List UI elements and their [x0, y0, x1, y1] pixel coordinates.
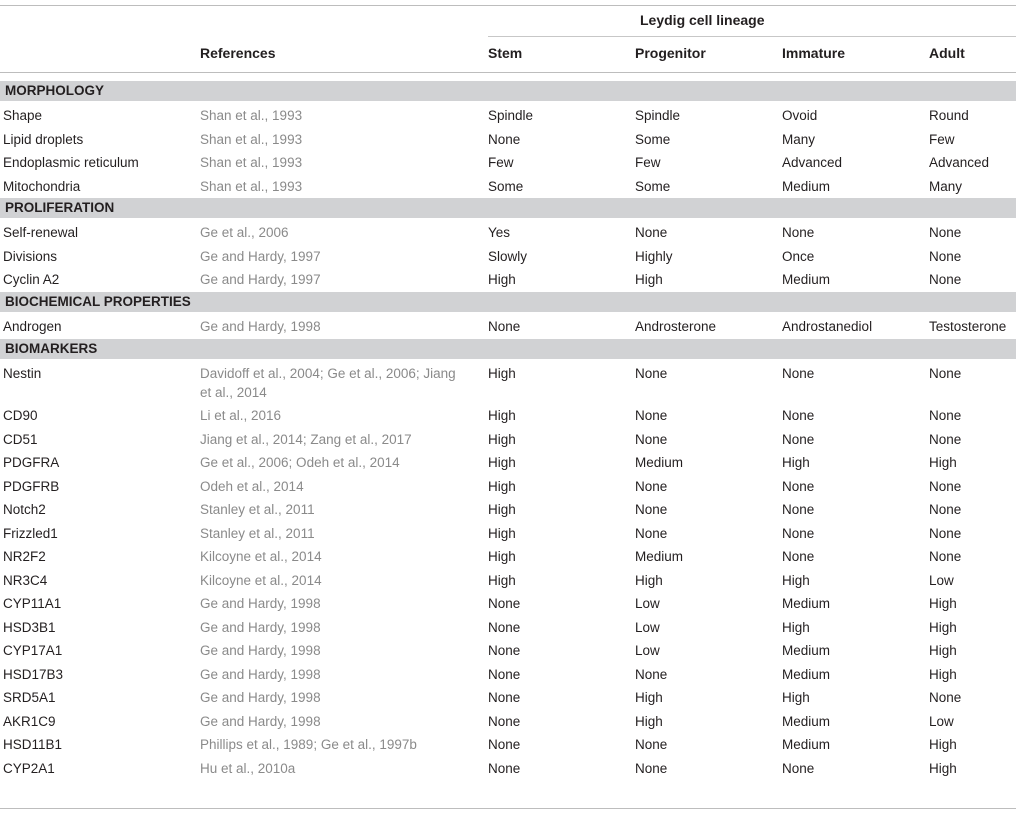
table-row	[0, 406, 1016, 429]
table-row	[0, 688, 1016, 711]
adult-cell: Testosterone	[929, 319, 1007, 334]
reference-cell: Stanley et al., 2011	[200, 502, 315, 517]
section-title: BIOCHEMICAL PROPERTIES	[5, 294, 191, 309]
row-label: Notch2	[3, 502, 46, 517]
row-label: CYP17A1	[3, 643, 63, 658]
table-row	[0, 177, 1016, 200]
stem-cell: High	[488, 366, 516, 381]
section-title: MORPHOLOGY	[5, 83, 105, 98]
stem-cell: None	[488, 319, 521, 334]
section-header-proliferation	[0, 198, 1016, 218]
immature-cell: High	[782, 572, 810, 588]
column-header-adult: Adult	[929, 45, 965, 61]
progenitor-cell: None	[635, 431, 668, 447]
reference-cell: Ge and Hardy, 1998	[200, 666, 321, 682]
immature-cell: None	[782, 431, 815, 447]
table-row	[0, 247, 1016, 270]
reference-cell: Phillips et al., 1989; Ge et al., 1997b	[200, 737, 417, 752]
adult-cell: None	[929, 478, 962, 494]
stem-cell: Yes	[488, 225, 511, 240]
table-row	[0, 641, 1016, 664]
adult-cell: High	[929, 455, 957, 470]
reference-cell: Stanley et al., 2011	[200, 525, 315, 541]
immature-cell: None	[782, 478, 815, 494]
table-header-rule	[0, 72, 1016, 73]
column-header-stem: Stem	[488, 45, 523, 61]
column-header-progenitor: Progenitor	[635, 45, 706, 61]
stem-cell: None	[488, 666, 521, 682]
stem-cell: None	[488, 713, 521, 729]
reference-cell: Shan et al., 1993	[200, 108, 303, 123]
stem-cell: None	[488, 131, 521, 147]
adult-cell: Few	[929, 131, 955, 147]
table-row	[0, 317, 1016, 340]
immature-cell: Medium	[782, 666, 831, 682]
reference-cell: Ge and Hardy, 1998	[200, 596, 321, 611]
progenitor-cell: None	[635, 502, 668, 517]
reference-cell: Ge and Hardy, 1998	[200, 713, 321, 729]
row-label: AKR1C9	[3, 713, 56, 729]
stem-cell: Few	[488, 155, 514, 170]
immature-cell: High	[782, 619, 810, 635]
immature-cell: None	[782, 549, 815, 564]
row-label: Lipid droplets	[3, 131, 84, 147]
reference-cell: Jiang et al., 2014; Zang et al., 2017	[200, 431, 412, 447]
table-row	[0, 453, 1016, 476]
stem-cell: Some	[488, 178, 524, 194]
stem-cell: High	[488, 455, 516, 470]
progenitor-cell: None	[635, 225, 668, 240]
row-label: NR3C4	[3, 572, 48, 588]
stem-cell: None	[488, 596, 521, 611]
immature-cell: Medium	[782, 178, 831, 194]
stem-cell: None	[488, 760, 521, 776]
progenitor-cell: None	[635, 666, 668, 682]
section-header-morphology	[0, 81, 1016, 101]
adult-cell: None	[929, 225, 962, 240]
adult-cell: None	[929, 690, 962, 705]
table-bottom-rule	[0, 808, 1016, 809]
adult-cell: None	[929, 549, 962, 564]
immature-cell: Ovoid	[782, 108, 818, 123]
section-header-biomarkers	[0, 339, 1016, 359]
section-header-biochemical-properties	[0, 292, 1016, 312]
table-row	[0, 594, 1016, 617]
table-row	[0, 270, 1016, 293]
stem-cell: None	[488, 690, 521, 705]
progenitor-cell: Few	[635, 155, 661, 170]
adult-cell: Advanced	[929, 155, 990, 170]
reference-cell: Shan et al., 1993	[200, 178, 303, 194]
stem-cell: High	[488, 502, 516, 517]
stem-cell: High	[488, 431, 516, 447]
row-label: Divisions	[3, 248, 58, 264]
adult-cell: None	[929, 366, 962, 381]
progenitor-cell: High	[635, 690, 663, 705]
adult-cell: None	[929, 525, 962, 541]
table-row	[0, 477, 1016, 500]
table-row	[0, 106, 1016, 129]
adult-cell: High	[929, 760, 957, 776]
reference-cell: Odeh et al., 2014	[200, 478, 304, 494]
progenitor-cell: Low	[635, 596, 660, 611]
row-label: SRD5A1	[3, 690, 56, 705]
row-label: NR2F2	[3, 549, 46, 564]
stem-cell: High	[488, 572, 516, 588]
immature-cell: High	[782, 455, 810, 470]
section-title: PROLIFERATION	[5, 200, 115, 215]
progenitor-cell: Medium	[635, 549, 684, 564]
progenitor-cell: Androsterone	[635, 319, 717, 334]
table-row	[0, 524, 1016, 547]
adult-cell: None	[929, 248, 962, 264]
immature-cell: Medium	[782, 643, 831, 658]
adult-cell: High	[929, 643, 957, 658]
immature-cell: None	[782, 225, 815, 240]
immature-cell: None	[782, 760, 815, 776]
row-label: HSD3B1	[3, 619, 56, 635]
row-label: Androgen	[3, 319, 62, 334]
row-label: CYP2A1	[3, 760, 55, 776]
table-row	[0, 153, 1016, 176]
row-label: CYP11A1	[3, 596, 62, 611]
table-row	[0, 547, 1016, 570]
immature-cell: None	[782, 408, 815, 423]
adult-cell: None	[929, 272, 962, 287]
immature-cell: Androstanediol	[782, 319, 873, 334]
progenitor-cell: Low	[635, 643, 660, 658]
progenitor-cell: None	[635, 366, 668, 381]
stem-cell: High	[488, 478, 516, 494]
immature-cell: Medium	[782, 713, 831, 729]
progenitor-cell: Some	[635, 178, 671, 194]
lineage-group-underline	[488, 36, 1016, 37]
stem-cell: High	[488, 272, 516, 287]
progenitor-cell: Low	[635, 619, 660, 635]
adult-cell: Many	[929, 178, 963, 194]
reference-cell: Kilcoyne et al., 2014	[200, 549, 322, 564]
adult-cell: None	[929, 502, 962, 517]
reference-cell: Kilcoyne et al., 2014	[200, 572, 322, 588]
adult-cell: Round	[929, 108, 969, 123]
immature-cell: Advanced	[782, 155, 843, 170]
adult-cell: None	[929, 408, 962, 423]
table-row	[0, 759, 1016, 782]
progenitor-cell: None	[635, 478, 668, 494]
table-row	[0, 364, 1016, 406]
reference-cell: Hu et al., 2010a	[200, 760, 296, 776]
progenitor-cell: Spindle	[635, 108, 681, 123]
immature-cell: Many	[782, 131, 816, 147]
row-label: PDGFRA	[3, 455, 60, 470]
progenitor-cell: Medium	[635, 455, 684, 470]
reference-cell: Ge and Hardy, 1997	[200, 272, 321, 287]
stem-cell: None	[488, 619, 521, 635]
reference-cell: Shan et al., 1993	[200, 131, 303, 147]
row-label: CD90	[3, 408, 38, 423]
reference-cell: Ge and Hardy, 1998	[200, 690, 321, 705]
reference-cell: Davidoff et al., 2004; Ge et al., 2006; Jiang et al., 2014	[200, 366, 456, 400]
adult-cell: Low	[929, 713, 954, 729]
row-label: PDGFRB	[3, 478, 60, 494]
row-label: Self-renewal	[3, 225, 79, 240]
stem-cell: High	[488, 408, 516, 423]
reference-cell: Ge et al., 2006	[200, 225, 289, 240]
reference-cell: Ge and Hardy, 1998	[200, 319, 321, 334]
adult-cell: None	[929, 431, 962, 447]
column-header-references: References	[200, 45, 276, 61]
reference-cell: Shan et al., 1993	[200, 155, 303, 170]
row-label: CD51	[3, 431, 38, 447]
progenitor-cell: Some	[635, 131, 671, 147]
adult-cell: Low	[929, 572, 954, 588]
table-row	[0, 500, 1016, 523]
row-label: Shape	[3, 108, 43, 123]
immature-cell: Medium	[782, 596, 831, 611]
immature-cell: Medium	[782, 737, 831, 752]
reference-cell: Li et al., 2016	[200, 408, 282, 423]
adult-cell: High	[929, 737, 957, 752]
table-row	[0, 735, 1016, 758]
reference-cell: Ge and Hardy, 1998	[200, 619, 321, 635]
stem-cell: None	[488, 737, 521, 752]
stem-cell: None	[488, 643, 521, 658]
progenitor-cell: High	[635, 713, 663, 729]
column-header-immature: Immature	[782, 45, 846, 61]
progenitor-cell: High	[635, 272, 663, 287]
stem-cell: Slowly	[488, 248, 528, 264]
lineage-group-header: Leydig cell lineage	[640, 12, 765, 28]
progenitor-cell: None	[635, 408, 668, 423]
progenitor-cell: None	[635, 760, 668, 776]
immature-cell: None	[782, 525, 815, 541]
row-label: Nestin	[3, 366, 42, 381]
table-row	[0, 618, 1016, 641]
reference-cell: Ge and Hardy, 1997	[200, 248, 321, 264]
row-label: Mitochondria	[3, 178, 81, 194]
adult-cell: High	[929, 666, 957, 682]
table-row	[0, 571, 1016, 594]
immature-cell: High	[782, 690, 810, 705]
table-row	[0, 223, 1016, 246]
immature-cell: Medium	[782, 272, 831, 287]
section-title: BIOMARKERS	[5, 341, 98, 356]
progenitor-cell: None	[635, 737, 668, 752]
adult-cell: High	[929, 596, 957, 611]
stem-cell: Spindle	[488, 108, 534, 123]
table-row	[0, 430, 1016, 453]
reference-cell: Ge et al., 2006; Odeh et al., 2014	[200, 455, 400, 470]
row-label: HSD17B3	[3, 666, 64, 682]
reference-cell: Ge and Hardy, 1998	[200, 643, 321, 658]
stem-cell: High	[488, 525, 516, 541]
progenitor-cell: High	[635, 572, 663, 588]
progenitor-cell: None	[635, 525, 668, 541]
row-label: Cyclin A2	[3, 272, 60, 287]
table-row	[0, 130, 1016, 153]
adult-cell: High	[929, 619, 957, 635]
immature-cell: None	[782, 366, 815, 381]
row-label: HSD11B1	[3, 737, 63, 752]
stem-cell: High	[488, 549, 516, 564]
table-row	[0, 712, 1016, 735]
progenitor-cell: Highly	[635, 248, 673, 264]
immature-cell: Once	[782, 248, 815, 264]
row-label: Frizzled1	[3, 525, 58, 541]
row-label: Endoplasmic reticulum	[3, 155, 139, 170]
table-top-rule	[0, 5, 1016, 6]
immature-cell: None	[782, 502, 815, 517]
table-row	[0, 665, 1016, 688]
